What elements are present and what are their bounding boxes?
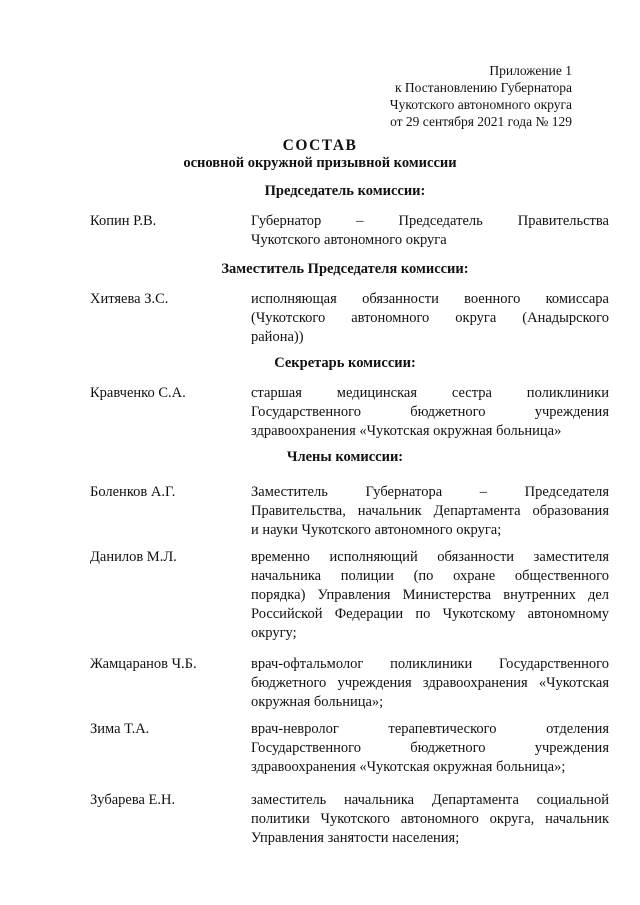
member-position [251, 483, 609, 540]
member-name-deputy: Хитяева З.С. [90, 291, 169, 307]
member-name: Зубарева Е.Н. [90, 792, 176, 808]
document-title: СОСТАВ [282, 137, 358, 154]
appendix-header [390, 62, 572, 130]
member-name: Боленков А.Г. [90, 484, 176, 500]
appendix-line-2: к Постановлению Губернатора [394, 80, 572, 95]
member-name-chair: Копин Р.В. [90, 213, 157, 229]
position-line: округу; [251, 625, 297, 641]
appendix-line-4: от 29 сентября 2021 года № 129 [390, 114, 572, 129]
member-name: Данилов М.Л. [90, 549, 177, 565]
member-position-secretary [251, 384, 609, 441]
position-line: и науки Чукотского автономного округа; [251, 522, 502, 538]
position-line: старшая медицинская сестра поликлиники [251, 385, 609, 401]
member-position [251, 655, 609, 712]
position-line: начальника полиции (по охране общественного [251, 568, 609, 584]
position-line: заместитель начальника Департамента социальной [251, 792, 609, 808]
position-line: окружная больница»; [251, 694, 384, 710]
member-position-deputy [251, 290, 609, 347]
member-position [251, 548, 609, 643]
position-line: Государственного бюджетного учреждения [251, 404, 609, 420]
member-name: Зима Т.А. [90, 721, 150, 737]
member-name-secretary: Кравченко С.А. [90, 385, 186, 401]
member-position [251, 791, 609, 848]
position-line: района)) [251, 329, 304, 345]
section-heading-chair: Председатель комиссии: [264, 183, 426, 199]
position-line: бюджетного учреждения здравоохранения «Чукотская [251, 675, 609, 691]
position-line: здравоохранения «Чукотская окружная больница» [251, 423, 562, 439]
position-line: (Чукотского автономного округа (Анадырского [251, 310, 609, 326]
position-line: здравоохранения «Чукотская окружная больница»; [251, 759, 566, 775]
position-line: исполняющая обязанности военного комиссара [251, 291, 609, 307]
position-line: Чукотского автономного округа [251, 232, 447, 248]
position-line: Управления занятости населения; [251, 830, 460, 846]
position-line: Заместитель Губернатора – Председателя [251, 484, 609, 500]
member-position [251, 720, 609, 777]
position-line: Губернатор – Председатель Правительства [251, 213, 609, 229]
appendix-line-3: Чукотского автономного округа [389, 97, 572, 112]
position-line: врач-офтальмолог поликлиники Государственного [251, 656, 609, 672]
section-heading-secretary: Секретарь комиссии: [274, 355, 416, 371]
position-line: порядка) Управления Министерства внутренних дел [251, 587, 609, 603]
position-line: Государственного бюджетного учреждения [251, 740, 609, 756]
position-line: политики Чукотского автономного округа, начальник [251, 811, 609, 827]
section-heading-deputy: Заместитель Председателя комиссии: [221, 261, 469, 277]
appendix-line-1: Приложение 1 [489, 63, 572, 78]
position-line: Российской Федерации по Чукотскому автономному [251, 606, 609, 622]
member-position-chair [251, 212, 609, 250]
section-heading-members: Члены комиссии: [286, 449, 404, 465]
position-line: временно исполняющий обязанности заместителя [251, 549, 609, 565]
member-name: Жамцаранов Ч.Б. [90, 656, 197, 672]
position-line: врач-невролог терапевтического отделения [251, 721, 609, 737]
position-line: Правительства, начальник Департамента образования [251, 503, 609, 519]
document-subtitle: основной окружной призывной комиссии [183, 155, 457, 171]
